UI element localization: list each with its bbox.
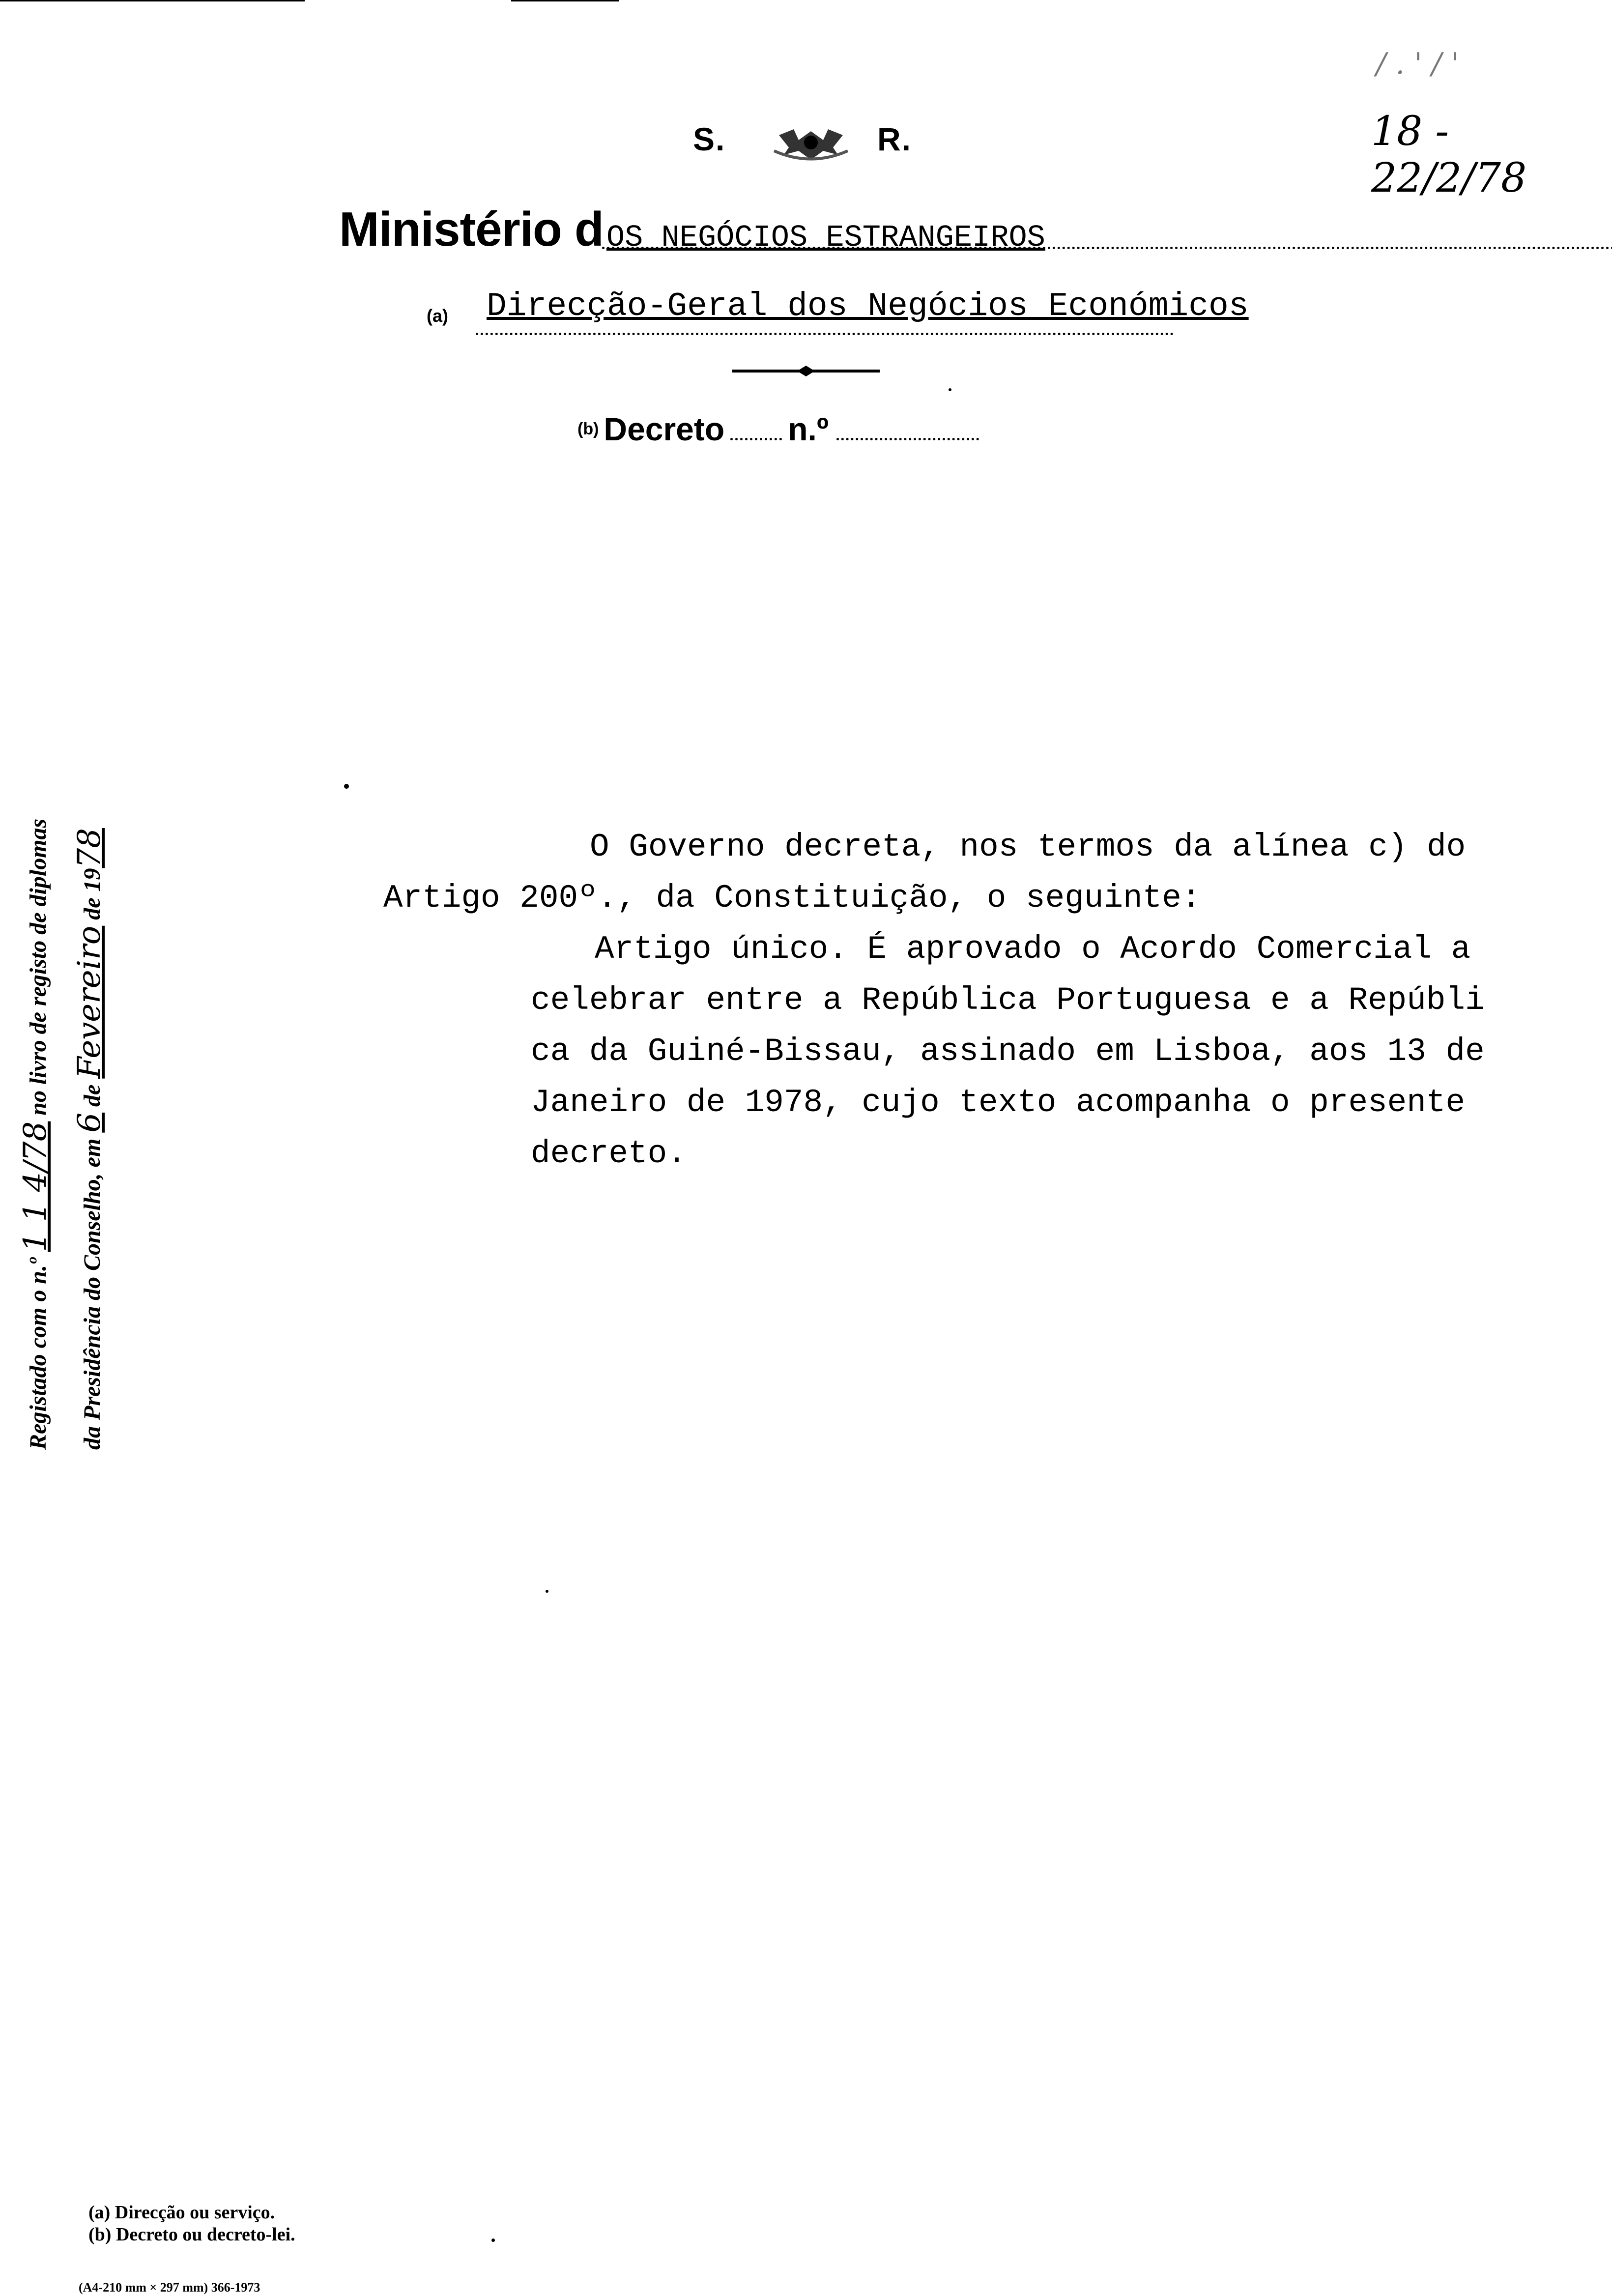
registration-text: de 19 — [79, 868, 105, 920]
department-fill-line — [476, 333, 1174, 335]
body-line: Artigo único. É aprovado o Acordo Comercial a — [595, 931, 1471, 968]
registration-text: Registado com o n.º — [25, 1258, 51, 1450]
ministry-prefix: Ministério d — [339, 202, 604, 256]
body-line: O Governo decreta, nos termos da alínea c) do — [590, 829, 1466, 865]
scan-speck — [546, 1590, 548, 1593]
ministry-heading — [339, 201, 1045, 256]
registration-line-1 — [17, 516, 71, 1450]
decree-fill-line — [730, 438, 782, 440]
preamble-paragraph — [383, 822, 1548, 924]
handwritten-reference: 18 - 22/2/78 — [1371, 108, 1527, 201]
decree-label: Decreto — [604, 411, 725, 447]
footnote-a: (a) Direcção ou serviço. — [88, 2202, 275, 2223]
body-line: Artigo 200º., da Constituição, o seguinte: — [383, 880, 1201, 917]
ministry-fill-line — [602, 247, 1612, 249]
top-edge-rule — [0, 0, 305, 1]
registration-year: 78 — [71, 828, 108, 868]
seal-letter-left: S. — [693, 121, 726, 157]
registration-day: 6 — [71, 1112, 108, 1133]
registration-text: no livro de registo de diplomas — [25, 818, 51, 1116]
letterhead-seal — [678, 120, 934, 165]
scan-speck — [344, 784, 349, 789]
registration-text: de — [79, 1084, 105, 1107]
decree-line — [577, 410, 979, 448]
form-reference: (A4-210 mm × 297 mm) 366-1973 — [79, 2280, 260, 2295]
article-paragraph — [383, 924, 1548, 1179]
divider-ornament-icon — [732, 364, 880, 378]
body-line: Janeiro de 1978, cujo texto acompanha o presente — [531, 1084, 1466, 1121]
scan-speck — [491, 2239, 495, 2242]
decree-number-fill-line — [836, 438, 979, 440]
body-line: decreto. — [531, 1135, 687, 1172]
registration-text: da Presidência do Conselho, em — [79, 1138, 105, 1450]
decree-marker: (b) — [577, 420, 599, 438]
footnote-b: (b) Decreto ou decreto-lei. — [88, 2224, 295, 2245]
ministry-name: OS NEGÓCIOS ESTRANGEIROS — [606, 220, 1045, 255]
department-marker: (a) — [427, 306, 448, 326]
body-line: ca da Guiné-Bissau, assinado em Lisboa, aos 13 de — [531, 1033, 1485, 1070]
decree-body — [383, 822, 1548, 1179]
registration-month: Fevereiro — [71, 925, 108, 1079]
registration-number: 1 1 4/78 — [17, 1121, 54, 1252]
scan-speck — [949, 388, 951, 391]
top-edge-rule — [511, 0, 619, 1]
registration-line-2 — [71, 516, 125, 1450]
decree-number-label: n.º — [788, 411, 829, 447]
seal-letter-right: R. — [877, 121, 912, 157]
coat-of-arms-icon — [764, 120, 858, 165]
department-name: Direcção-Geral dos Negócios Económicos — [487, 287, 1249, 325]
registration-stamp — [17, 516, 145, 1450]
handwritten-faint-mark: / . ' / ' — [1376, 47, 1459, 81]
body-line: celebrar entre a República Portuguesa e a Repúbli — [531, 982, 1485, 1019]
